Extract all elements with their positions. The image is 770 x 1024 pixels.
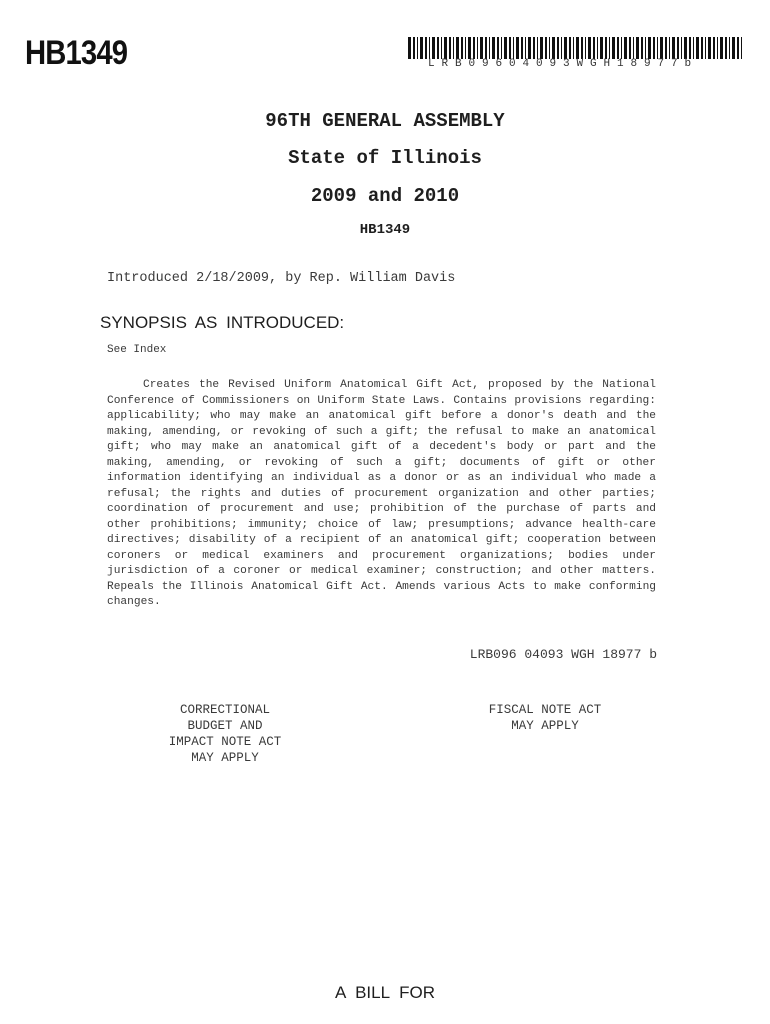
barcode-text: LRB09604093WGH18977b [428, 58, 699, 70]
barcode-image [408, 37, 742, 59]
fiscal-note: FISCAL NOTE ACT MAY APPLY [488, 703, 602, 733]
introduced-line: Introduced 2/18/2009, by Rep. William Davis [107, 271, 456, 286]
state-title: State of Illinois [288, 147, 482, 169]
synopsis-body: Creates the Revised Uniform Anatomical Gift Act, proposed by the National Conference of Commissioners on Uniform State Laws. Contains provisions regarding: applicability; who may make an anatomical gift before a donor's death and the making, amending, or revoking of such a gift; the refusal to make an anatomical gift; who may make an anatomical gift of a decedent's body or part and the making, amending, or revoking of such a gift; documents of gift or other information identifying an individual as a donor or as an individual who made a refusal; the rights and duties of procurement organization and other parties; coordination of procurement and use; prohibition of the purchase of parts and other prohibitions; immunity; choice of law; presumptions; advance health-care directives; disability of a recipient of an anatomical gift; cooperation between coroners or medical examiners and procurement organizations; bodies under jurisdiction of a coroner or medical examiner; construction; and other matters. Repeals the Illinois Anatomical Gift Act. Amends various Acts to make conforming changes. [107, 379, 656, 608]
bill-number: HB1349 [359, 222, 411, 238]
assembly-title: 96TH GENERAL ASSEMBLY [265, 110, 505, 132]
see-index: See Index [107, 344, 167, 356]
correctional-note: CORRECTIONAL BUDGET AND IMPACT NOTE ACT MAY APPLY [168, 703, 282, 765]
session-years: 2009 and 2010 [310, 185, 460, 207]
synopsis-heading: SYNOPSIS AS INTRODUCED: [100, 313, 345, 332]
bill-for-heading: A BILL FOR [334, 983, 436, 1002]
bill-id: HB1349 [25, 34, 128, 72]
lrb-code: LRB096 04093 WGH 18977 b [469, 647, 657, 662]
